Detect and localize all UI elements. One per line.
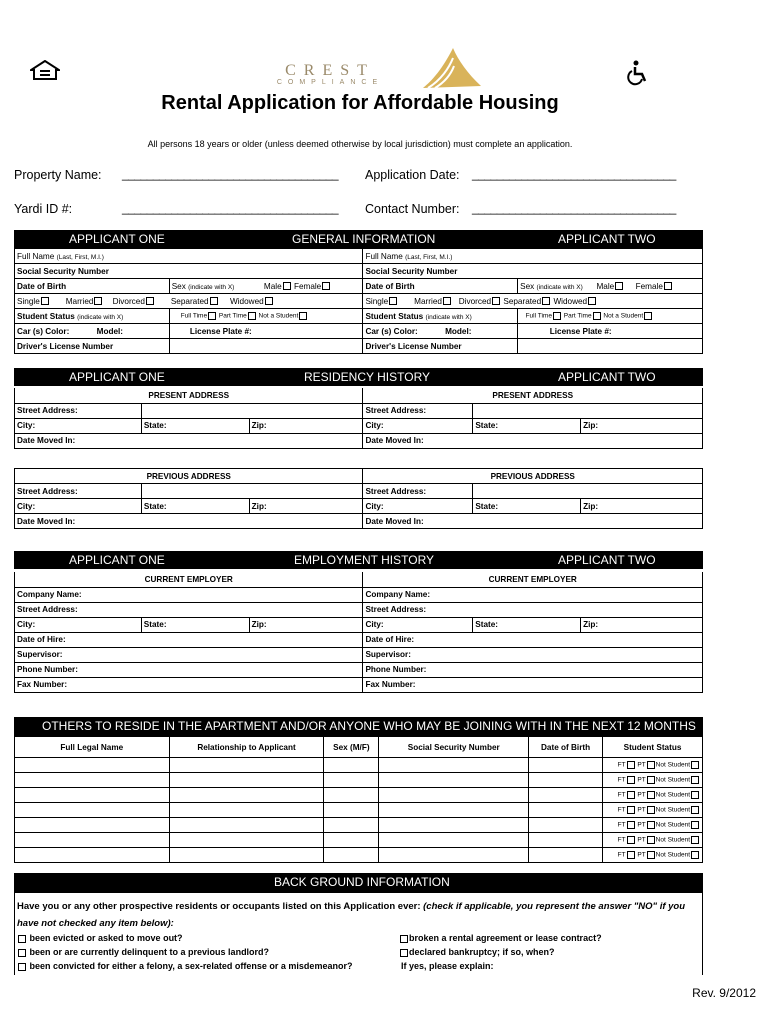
broken-lease-label: broken a rental agreement or lease contract? [409, 933, 602, 943]
others-cell[interactable] [324, 788, 379, 803]
ft-label: FT [617, 851, 626, 859]
prev-moved-in-field-1[interactable]: Date Moved In: [15, 514, 363, 529]
others-student-cell [603, 833, 703, 848]
equal-housing-icon [30, 60, 60, 82]
application-date-field[interactable]: _________________________________ [472, 167, 676, 181]
not-student-checkbox[interactable] [691, 761, 699, 769]
others-cell[interactable] [379, 773, 529, 788]
residency-bar [14, 368, 703, 386]
general-info-table [14, 248, 703, 354]
hire-field-2[interactable]: Date of Hire: [363, 632, 703, 647]
others-cell[interactable] [15, 818, 170, 833]
drivers-license-value-1[interactable] [169, 339, 363, 354]
convicted-label: been convicted for either a felony, a sex-related offense or a misdemeanor? [29, 961, 353, 971]
not-student-checkbox[interactable] [691, 776, 699, 784]
not-student-label: Not Student [655, 821, 690, 829]
dob-field-2[interactable]: Date of Birth [363, 279, 518, 294]
model-label: Model: [445, 326, 472, 336]
phone-field-2[interactable]: Phone Number: [363, 662, 703, 677]
car-color-field-2[interactable] [363, 324, 518, 339]
pt-checkbox[interactable] [647, 761, 655, 769]
others-cell[interactable] [15, 788, 170, 803]
zip-field-2[interactable]: Zip: [581, 418, 703, 433]
others-cell[interactable] [324, 833, 379, 848]
drivers-license-value-2[interactable] [518, 339, 703, 354]
bg-item-right-1 [399, 933, 602, 943]
bankruptcy-label: declared bankruptcy; if so, when? [409, 947, 555, 957]
others-cell[interactable] [169, 833, 324, 848]
full-time-label: Full Time [180, 312, 208, 320]
background-box [14, 893, 703, 975]
not-student-checkbox[interactable] [691, 806, 699, 814]
street-field-1[interactable]: Street Address: [15, 403, 142, 418]
company-field-2[interactable]: Company Name: [363, 587, 703, 602]
bg-item-left-2 [17, 947, 269, 957]
col-student-status: Student Status [603, 737, 703, 758]
explain-label: If yes, please explain: [401, 961, 494, 971]
others-cell[interactable] [169, 788, 324, 803]
others-row [15, 788, 703, 803]
marital-cell-2 [363, 294, 703, 309]
others-cell[interactable] [169, 758, 324, 773]
not-student-label: Not Student [655, 851, 690, 859]
license-plate-label: License Plate #: [549, 326, 612, 336]
car-color-field-1[interactable] [15, 324, 170, 339]
employment-heading: EMPLOYMENT HISTORY [294, 553, 435, 567]
student-options-2 [518, 309, 703, 324]
dob-field-1[interactable]: Date of Birth [15, 279, 170, 294]
others-cell[interactable] [379, 758, 529, 773]
col-relationship: Relationship to Applicant [169, 737, 324, 758]
full-name-field-2[interactable] [363, 249, 703, 264]
company-field-1[interactable]: Company Name: [15, 587, 363, 602]
others-row [15, 803, 703, 818]
prev-city-field-2[interactable]: City: [363, 499, 473, 514]
pt-label: PT [637, 806, 646, 814]
full-time-label: Full Time [525, 312, 552, 320]
zip-field-1[interactable]: Zip: [249, 418, 363, 433]
ssn-field-2[interactable]: Social Security Number [363, 264, 703, 279]
full-name-label: Full Name [365, 251, 403, 261]
pt-label: PT [637, 761, 646, 769]
ft-label: FT [617, 791, 626, 799]
ft-checkbox[interactable] [627, 821, 635, 829]
others-cell[interactable] [15, 833, 170, 848]
employment-table [14, 572, 703, 693]
others-student-cell [603, 803, 703, 818]
sex-hint: (indicate with X) [188, 283, 235, 291]
evicted-label: been evicted or asked to move out? [29, 933, 183, 943]
others-heading: OTHERS TO RESIDE IN THE APARTMENT AND/OR ANYONE WHO MAY BE JOINING WITH IN THE NEXT 12 MONTHS [42, 719, 696, 733]
license-plate-label: License Plate #: [189, 326, 252, 336]
part-time-label: Part Time [563, 312, 592, 320]
others-rows [15, 758, 703, 863]
pt-checkbox[interactable] [647, 821, 655, 829]
drivers-license-field-2[interactable]: Driver's License Number [363, 339, 518, 354]
delinquent-label: been or are currently delinquent to a previous landlord? [29, 947, 270, 957]
student-hint: (indicate with X) [425, 313, 472, 321]
present-address-heading-1: PRESENT ADDRESS [15, 388, 363, 403]
applicant-one-heading: APPLICANT ONE [69, 232, 165, 246]
present-address-heading-2: PRESENT ADDRESS [363, 388, 703, 403]
others-cell[interactable] [15, 803, 170, 818]
background-heading: BACK GROUND INFORMATION [274, 875, 450, 889]
supervisor-field-1[interactable]: Supervisor: [15, 647, 363, 662]
col-dob: Date of Birth [529, 737, 603, 758]
yardi-id-field[interactable]: ___________________________________ [122, 201, 339, 215]
col-ssn: Social Security Number [379, 737, 529, 758]
crest-logo [255, 46, 490, 91]
applicant-one-heading: APPLICANT ONE [69, 370, 165, 384]
ft-checkbox[interactable] [627, 806, 635, 814]
others-cell[interactable] [324, 773, 379, 788]
phone-field-1[interactable]: Phone Number: [15, 662, 363, 677]
emp-zip-field-1[interactable]: Zip: [249, 617, 363, 632]
not-student-label: Not a Student [258, 312, 299, 320]
others-student-cell [603, 818, 703, 833]
background-bar [14, 873, 703, 893]
marital-cell-1 [15, 294, 363, 309]
others-cell[interactable] [169, 773, 324, 788]
others-cell[interactable] [15, 758, 170, 773]
others-student-cell [603, 848, 703, 863]
page-subtitle: All persons 18 years or older (unless deemed otherwise by local jurisdiction) must complete an application. [147, 139, 573, 149]
convicted-checkbox[interactable] [18, 963, 26, 971]
street-value-2[interactable] [473, 403, 703, 418]
prev-zip-field-2[interactable]: Zip: [581, 499, 703, 514]
single-label: Single [365, 296, 389, 306]
others-row [15, 818, 703, 833]
pt-checkbox[interactable] [647, 851, 655, 859]
question-italic: (check if applicable, you represent the answer "NO" if you have not checked any item below): [17, 901, 686, 929]
part-time-label: Part Time [218, 312, 247, 320]
current-employer-heading-2: CURRENT EMPLOYER [363, 572, 703, 587]
student-hint: (indicate with X) [77, 313, 124, 321]
fax-field-1[interactable]: Fax Number: [15, 677, 363, 692]
student-status-cell-1 [15, 309, 170, 324]
others-cell[interactable] [379, 833, 529, 848]
others-cell[interactable] [529, 818, 603, 833]
prev-street-value-1[interactable] [141, 484, 363, 499]
female-label: Female [635, 281, 663, 291]
others-cell[interactable] [529, 788, 603, 803]
single-label: Single [17, 296, 40, 306]
emp-city-field-2[interactable]: City: [363, 617, 473, 632]
sex-label: Sex [520, 281, 535, 291]
others-cell[interactable] [324, 758, 379, 773]
car-color-label: Car (s) Color: [365, 326, 418, 336]
widowed-checkbox[interactable] [588, 297, 596, 305]
license-plate-field-2[interactable] [518, 324, 703, 339]
sex-cell-1 [169, 279, 363, 294]
bg-item-right-2 [399, 947, 555, 957]
male-checkbox[interactable] [283, 282, 291, 290]
ft-label: FT [617, 836, 626, 844]
pt-checkbox[interactable] [647, 791, 655, 799]
sex-hint: (indicate with X) [536, 283, 583, 291]
separated-checkbox[interactable] [210, 297, 218, 305]
full-name-field-1[interactable] [15, 249, 363, 264]
divorced-checkbox[interactable] [146, 297, 154, 305]
ft-label: FT [617, 761, 626, 769]
others-cell[interactable] [379, 848, 529, 863]
divorced-label: Divorced [112, 296, 145, 306]
brand-sub: COMPLIANCE [276, 79, 384, 86]
pt-label: PT [637, 851, 646, 859]
applicant-two-heading: APPLICANT TWO [558, 232, 656, 246]
not-student-checkbox[interactable] [691, 791, 699, 799]
not-student-checkbox[interactable] [691, 836, 699, 844]
others-cell[interactable] [324, 848, 379, 863]
separated-checkbox[interactable] [542, 297, 550, 305]
not-student-label: Not Student [655, 836, 690, 844]
single-checkbox[interactable] [389, 297, 397, 305]
question-text: Have you or any other prospective residents or occupants listed on this Application ever: [17, 901, 421, 912]
present-address-table [14, 388, 703, 449]
not-student-checkbox[interactable] [299, 312, 307, 320]
car-color-label: Car (s) Color: [17, 326, 70, 336]
single-checkbox[interactable] [41, 297, 49, 305]
part-time-checkbox[interactable] [593, 312, 601, 320]
male-label: Male [263, 281, 282, 291]
previous-address-heading-2: PREVIOUS ADDRESS [363, 469, 703, 484]
others-row [15, 833, 703, 848]
others-cell[interactable] [379, 788, 529, 803]
prev-city-field-1[interactable]: City: [15, 499, 142, 514]
drivers-license-field-1[interactable]: Driver's License Number [15, 339, 170, 354]
others-cell[interactable] [169, 848, 324, 863]
background-question [17, 898, 701, 932]
property-name-label: Property Name: [14, 168, 102, 182]
not-student-label: Not Student [655, 761, 690, 769]
separated-label: Separated [170, 296, 209, 306]
supervisor-field-2[interactable]: Supervisor: [363, 647, 703, 662]
ssn-field-1[interactable]: Social Security Number [15, 264, 363, 279]
application-date-label: Application Date: [365, 168, 460, 182]
pt-label: PT [637, 821, 646, 829]
prev-street-field-1[interactable]: Street Address: [15, 484, 142, 499]
full-time-checkbox[interactable] [553, 312, 561, 320]
others-cell[interactable] [324, 818, 379, 833]
full-name-hint: (Last, First, M.I.) [56, 253, 104, 261]
prev-street-field-2[interactable]: Street Address: [363, 484, 473, 499]
married-checkbox[interactable] [94, 297, 102, 305]
separated-label: Separated [503, 296, 542, 306]
col-full-legal-name: Full Legal Name [15, 737, 170, 758]
ft-checkbox[interactable] [627, 851, 635, 859]
pt-label: PT [637, 776, 646, 784]
full-time-checkbox[interactable] [208, 312, 216, 320]
residency-heading: RESIDENCY HISTORY [304, 370, 431, 384]
emp-city-field-1[interactable]: City: [15, 617, 142, 632]
others-table [14, 736, 703, 863]
ft-checkbox[interactable] [627, 836, 635, 844]
street-field-2[interactable]: Street Address: [363, 403, 473, 418]
others-student-cell [603, 773, 703, 788]
others-row [15, 848, 703, 863]
female-checkbox[interactable] [322, 282, 330, 290]
prev-state-field-2[interactable]: State: [473, 499, 581, 514]
student-options-1 [169, 309, 363, 324]
others-cell[interactable] [324, 803, 379, 818]
student-status-label: Student Status [365, 311, 424, 321]
model-label: Model: [96, 326, 124, 336]
previous-address-heading-1: PREVIOUS ADDRESS [15, 469, 363, 484]
others-cell[interactable] [529, 773, 603, 788]
prev-state-field-1[interactable]: State: [141, 499, 249, 514]
street-value-1[interactable] [141, 403, 363, 418]
page-title: Rental Application for Affordable Housing [161, 92, 559, 114]
widowed-label: Widowed [230, 296, 264, 306]
others-student-cell [603, 758, 703, 773]
pt-checkbox[interactable] [647, 836, 655, 844]
female-checkbox[interactable] [664, 282, 672, 290]
others-bar [14, 717, 703, 736]
crest-sail-icon [413, 46, 483, 90]
student-status-label: Student Status [17, 311, 75, 321]
full-name-label: Full Name [17, 251, 55, 261]
state-field-2[interactable]: State: [473, 418, 581, 433]
others-row [15, 773, 703, 788]
ft-label: FT [617, 776, 626, 784]
others-cell[interactable] [379, 818, 529, 833]
others-cell[interactable] [15, 773, 170, 788]
accessibility-icon [626, 60, 652, 86]
part-time-checkbox[interactable] [248, 312, 256, 320]
ft-checkbox[interactable] [627, 761, 635, 769]
broken-lease-checkbox[interactable] [400, 935, 408, 943]
bg-item-left-3 [17, 961, 352, 971]
full-name-hint: (Last, First, M.I.) [405, 253, 453, 261]
contact-number-label: Contact Number: [365, 202, 460, 216]
ft-label: FT [617, 806, 626, 814]
others-student-cell [603, 788, 703, 803]
emp-street-field-1[interactable]: Street Address: [15, 602, 363, 617]
pt-label: PT [637, 791, 646, 799]
current-employer-heading-1: CURRENT EMPLOYER [15, 572, 363, 587]
widowed-checkbox[interactable] [265, 297, 273, 305]
bg-item-left-1 [17, 933, 183, 943]
general-info-heading: GENERAL INFORMATION [292, 232, 436, 246]
sex-cell-2 [518, 279, 703, 294]
evicted-checkbox[interactable] [18, 935, 26, 943]
pt-label: PT [637, 836, 646, 844]
emp-state-field-1[interactable]: State: [141, 617, 249, 632]
widowed-label: Widowed [553, 296, 588, 306]
ft-checkbox[interactable] [627, 791, 635, 799]
prev-street-value-2[interactable] [473, 484, 703, 499]
others-cell[interactable] [529, 758, 603, 773]
pt-checkbox[interactable] [647, 806, 655, 814]
delinquent-checkbox[interactable] [18, 949, 26, 957]
married-label: Married [414, 296, 442, 306]
others-cell[interactable] [529, 803, 603, 818]
fax-field-2[interactable]: Fax Number: [363, 677, 703, 692]
others-cell[interactable] [169, 803, 324, 818]
not-student-checkbox[interactable] [691, 851, 699, 859]
applicant-one-heading: APPLICANT ONE [69, 553, 165, 567]
pt-checkbox[interactable] [647, 776, 655, 784]
license-plate-field-1[interactable] [169, 324, 363, 339]
state-field-1[interactable]: State: [141, 418, 249, 433]
ft-checkbox[interactable] [627, 776, 635, 784]
contact-number-field[interactable]: _________________________________ [472, 201, 676, 215]
not-student-label: Not a Student [603, 312, 644, 320]
male-label: Male [596, 281, 615, 291]
moved-in-field-2[interactable]: Date Moved In: [363, 433, 703, 448]
others-cell[interactable] [529, 848, 603, 863]
divorced-label: Divorced [458, 296, 492, 306]
married-checkbox[interactable] [443, 297, 451, 305]
property-name-field[interactable]: ___________________________________ [122, 167, 339, 181]
emp-state-field-2[interactable]: State: [473, 617, 581, 632]
revision-label: Rev. 9/2012 [692, 986, 756, 1000]
employment-bar [14, 551, 703, 569]
others-cell[interactable] [15, 848, 170, 863]
prev-moved-in-field-2[interactable]: Date Moved In: [363, 514, 703, 529]
emp-street-field-2[interactable]: Street Address: [363, 602, 703, 617]
not-student-checkbox[interactable] [691, 821, 699, 829]
not-student-label: Not Student [655, 806, 690, 814]
city-field-2[interactable]: City: [363, 418, 473, 433]
moved-in-field-1[interactable]: Date Moved In: [15, 433, 363, 448]
city-field-1[interactable]: City: [15, 418, 142, 433]
others-cell[interactable] [529, 833, 603, 848]
bankruptcy-checkbox[interactable] [400, 949, 408, 957]
not-student-label: Not Student [655, 791, 690, 799]
col-sex: Sex (M/F) [324, 737, 379, 758]
not-student-label: Not Student [655, 776, 690, 784]
others-row [15, 758, 703, 773]
male-checkbox[interactable] [615, 282, 623, 290]
hire-field-1[interactable]: Date of Hire: [15, 632, 363, 647]
yardi-id-label: Yardi ID #: [14, 202, 73, 216]
applicant-two-heading: APPLICANT TWO [558, 370, 656, 384]
others-cell[interactable] [379, 803, 529, 818]
applicant-two-heading: APPLICANT TWO [558, 553, 656, 567]
divorced-checkbox[interactable] [492, 297, 500, 305]
married-label: Married [65, 296, 94, 306]
general-info-bar [14, 230, 703, 248]
brand-name: CREST [285, 62, 375, 79]
not-student-checkbox[interactable] [644, 312, 652, 320]
previous-address-table [14, 468, 703, 529]
sex-label: Sex [171, 281, 186, 291]
prev-zip-field-1[interactable]: Zip: [249, 499, 363, 514]
student-status-cell-2 [363, 309, 518, 324]
emp-zip-field-2[interactable]: Zip: [581, 617, 703, 632]
female-label: Female [293, 281, 322, 291]
ft-label: FT [617, 821, 626, 829]
others-cell[interactable] [169, 818, 324, 833]
